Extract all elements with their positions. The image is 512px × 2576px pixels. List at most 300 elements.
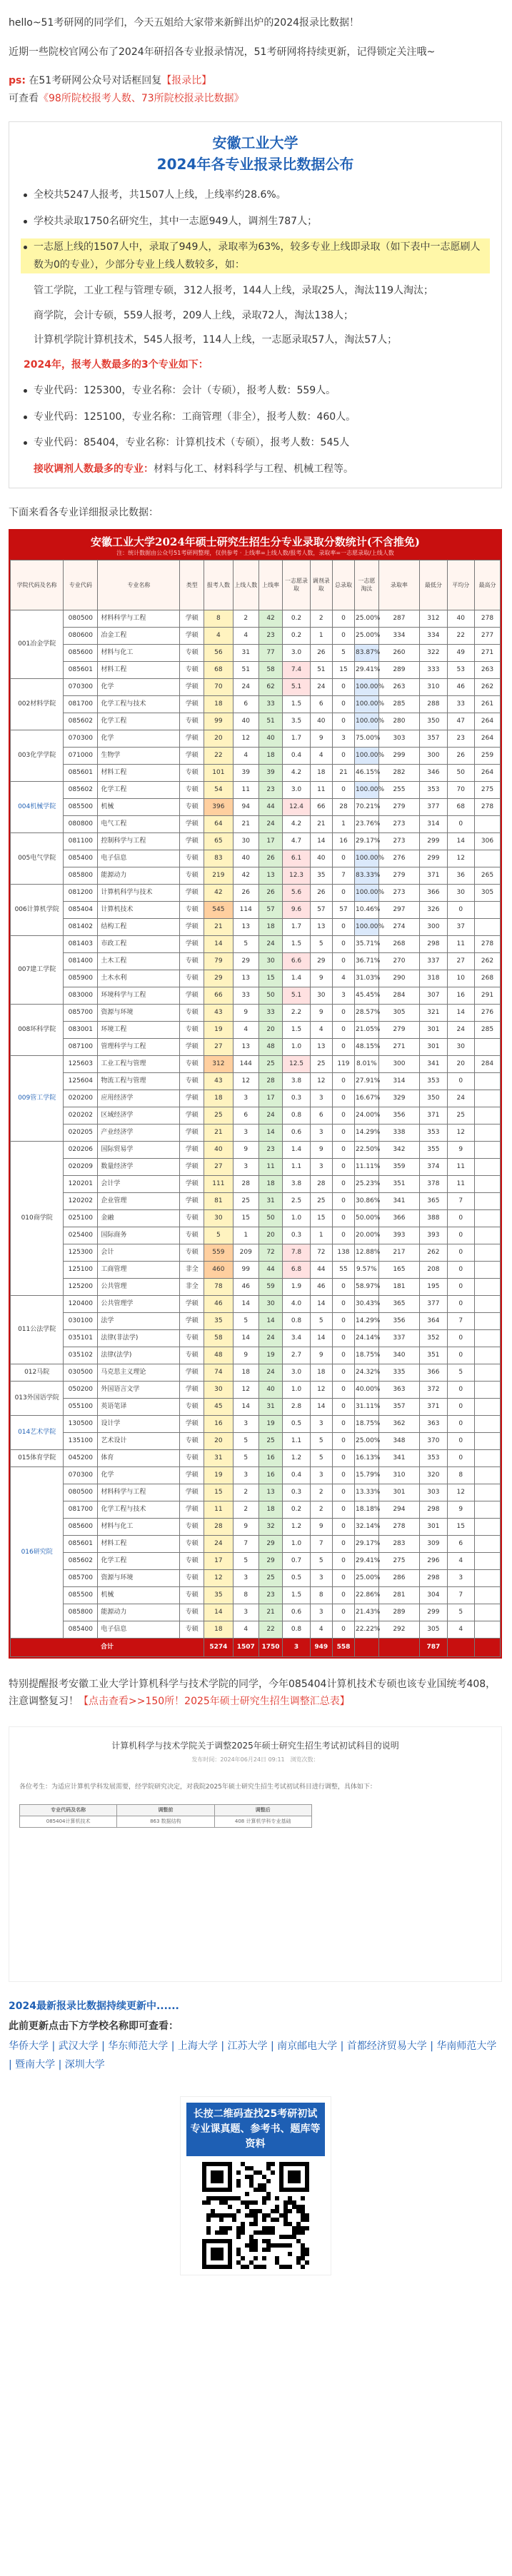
value-cell: 208 — [420, 1261, 447, 1278]
value-cell: 3 — [310, 1158, 332, 1175]
value-cell: 8 — [310, 1586, 332, 1604]
value-cell: 20.00% — [355, 1227, 379, 1244]
type-cell: 专硕 — [180, 1329, 204, 1347]
value-cell: 4 — [233, 747, 258, 764]
value-cell: 9 — [310, 1518, 332, 1535]
value-cell: 356 — [378, 1312, 420, 1329]
value-cell: 0 — [332, 1227, 354, 1244]
table-total-row — [11, 1638, 501, 1656]
major-name-cell: 会计 — [98, 1244, 180, 1261]
qr-module — [249, 2200, 254, 2205]
value-cell: 28 — [310, 1175, 332, 1192]
value-cell — [474, 1192, 500, 1209]
table-row — [11, 1535, 501, 1552]
table-row — [11, 1347, 501, 1364]
value-cell: 299 — [420, 1604, 447, 1621]
college-cell: 009管工学院 — [11, 1055, 64, 1141]
value-cell: 365 — [378, 1295, 420, 1312]
value-cell: 35 — [310, 867, 332, 884]
value-cell: 304 — [420, 1586, 447, 1604]
value-cell: 1.4 — [283, 970, 310, 987]
value-cell: 100.00% — [355, 747, 379, 764]
value-cell: 351 — [420, 1347, 447, 1364]
qr-module — [305, 2213, 309, 2218]
qr-module — [262, 2230, 266, 2235]
value-cell: 4 — [233, 627, 258, 644]
major-code-cell: 120202 — [64, 1192, 98, 1209]
value-cell: 144 — [233, 1055, 258, 1072]
value-cell: 0 — [332, 1415, 354, 1432]
value-cell: 18 — [310, 764, 332, 781]
value-cell: 8 — [233, 1586, 258, 1604]
qr-module — [266, 2166, 271, 2170]
type-cell: 学硕 — [180, 1192, 204, 1209]
qr-module — [236, 2170, 241, 2175]
qr-module — [228, 2213, 232, 2218]
major-name-cell: 法律(非法学) — [98, 1329, 180, 1347]
value-cell: 46 — [310, 1278, 332, 1295]
value-cell: 2 — [233, 610, 258, 627]
school-link[interactable]: 华侨大学 — [9, 2040, 49, 2052]
qr-module — [258, 2188, 262, 2192]
value-cell: 351 — [378, 1175, 420, 1192]
value-cell: 94 — [233, 798, 258, 815]
qr-module — [288, 2209, 292, 2213]
value-cell: 6 — [233, 695, 258, 713]
value-cell: 70 — [204, 678, 234, 695]
table-header-2: 专业名称 — [98, 560, 180, 610]
value-cell: 26 — [310, 644, 332, 661]
notice-text: 特别提醒报考安徽工业大学计算机科学与技术学院的同学，今年085404计算机技术专硕也该专业国统考408，注意调整复习！ — [9, 1678, 496, 1707]
value-cell: 58 — [204, 1329, 234, 1347]
value-cell: 16 — [447, 987, 474, 1004]
type-cell: 专硕 — [180, 1621, 204, 1638]
value-cell: 4 — [332, 970, 354, 987]
value-cell: 30 — [447, 1038, 474, 1055]
qr-module — [283, 2213, 288, 2218]
table-header-8: 调剂录取 — [310, 560, 332, 610]
value-cell: 5 — [233, 935, 258, 952]
link-separator: | — [49, 2040, 59, 2052]
type-cell: 学硕 — [180, 1295, 204, 1312]
table-row — [11, 798, 501, 815]
qr-module — [249, 2235, 254, 2239]
value-cell: 364 — [420, 1312, 447, 1329]
type-cell: 专硕 — [180, 901, 204, 918]
value-cell: 289 — [378, 1604, 420, 1621]
value-cell: 305 — [378, 1004, 420, 1021]
intro-ps-line2 — [9, 90, 502, 108]
qr-module — [224, 2200, 228, 2205]
value-cell: 337 — [420, 952, 447, 970]
value-cell: 53 — [447, 661, 474, 678]
table-header-0: 学院代码及名称 — [11, 560, 64, 610]
value-cell: 275 — [474, 781, 500, 798]
ps-line2-link[interactable]: 《98所院校报考人数、73所院校报录比数据》 — [39, 92, 244, 104]
qr-module — [262, 2239, 266, 2243]
qr-module — [236, 2209, 241, 2213]
value-cell: 0 — [332, 1466, 354, 1484]
value-cell: 289 — [378, 661, 420, 678]
major-name-cell: 土木工程 — [98, 952, 180, 970]
qr-card — [180, 2096, 331, 2275]
major-code-cell: 025100 — [64, 1209, 98, 1227]
qr-module — [262, 2213, 266, 2218]
value-cell: 329 — [378, 1090, 420, 1107]
qr-module — [275, 2196, 279, 2200]
value-cell: 262 — [420, 1244, 447, 1261]
table-row — [11, 644, 501, 661]
value-cell: 0 — [332, 1072, 354, 1090]
value-cell: 0.4 — [283, 747, 310, 764]
qr-module — [296, 2205, 301, 2209]
value-cell: 1.5 — [283, 1586, 310, 1604]
value-cell: 11 — [310, 781, 332, 798]
value-cell: 14 — [310, 832, 332, 850]
table-row — [11, 1398, 501, 1415]
value-cell: 0 — [447, 1261, 474, 1278]
value-cell: 217 — [378, 1244, 420, 1261]
value-cell: 165 — [378, 1261, 420, 1278]
value-cell — [474, 1432, 500, 1449]
type-cell: 专硕 — [180, 1586, 204, 1604]
notice-link[interactable]: 【点击查看>>150所！2025年硕士研究生招生调整汇总表】 — [79, 1696, 350, 1707]
table-row — [11, 1364, 501, 1381]
value-cell: 12.5 — [283, 1055, 310, 1072]
value-cell: 27.91% — [355, 1072, 379, 1090]
value-cell: 5 — [447, 1364, 474, 1381]
major-name-cell: 化学 — [98, 1466, 180, 1484]
type-cell: 学硕 — [180, 1090, 204, 1107]
value-cell: 23 — [258, 627, 283, 644]
qr-module — [262, 2200, 266, 2205]
qr-module — [254, 2222, 258, 2226]
value-cell: 7.8 — [283, 1244, 310, 1261]
major-name-cell: 设计学 — [98, 1415, 180, 1432]
school-link[interactable]: 深圳大学 — [64, 2059, 105, 2071]
qr-module — [245, 2205, 249, 2209]
value-cell: 2 — [233, 1484, 258, 1501]
total-value — [355, 1638, 379, 1656]
qr-module — [215, 2213, 219, 2218]
ps-label: ps: — [9, 75, 26, 86]
qr-module — [292, 2226, 296, 2230]
qr-module — [206, 2230, 211, 2235]
major-code-cell: 030500 — [64, 1364, 98, 1381]
value-cell: 83.33% — [355, 867, 379, 884]
value-cell: 40 — [310, 850, 332, 867]
table-row — [11, 1004, 501, 1021]
value-cell: 259 — [474, 747, 500, 764]
value-cell: 15 — [204, 1484, 234, 1501]
value-cell: 12.88% — [355, 1244, 379, 1261]
table-row — [11, 1055, 501, 1072]
value-cell: 72 — [258, 1244, 283, 1261]
value-cell: 9 — [233, 1347, 258, 1364]
link-separator: | — [98, 2040, 109, 2052]
value-cell: 6 — [310, 1107, 332, 1124]
major-name-cell: 物流工程与管理 — [98, 1072, 180, 1090]
major-code-cell: 085601 — [64, 764, 98, 781]
value-cell: 0 — [332, 1449, 354, 1466]
value-cell: 341 — [378, 1192, 420, 1209]
type-cell: 学硕 — [180, 1038, 204, 1055]
value-cell: 111 — [204, 1175, 234, 1192]
value-cell: 0 — [332, 918, 354, 935]
value-cell: 24 — [258, 1107, 283, 1124]
value-cell: 30 — [310, 987, 332, 1004]
value-cell: 19 — [204, 1021, 234, 1038]
value-cell: 318 — [420, 970, 447, 987]
value-cell: 7 — [332, 867, 354, 884]
type-cell: 专硕 — [180, 644, 204, 661]
value-cell: 299 — [378, 747, 420, 764]
value-cell: 18 — [233, 1364, 258, 1381]
qr-module — [271, 2226, 275, 2230]
qr-module — [296, 2222, 301, 2226]
type-cell: 学硕 — [180, 1175, 204, 1192]
value-cell: 14 — [258, 1124, 283, 1141]
value-cell: 0 — [332, 1347, 354, 1364]
value-cell: 3 — [310, 1124, 332, 1141]
value-cell: 270 — [378, 952, 420, 970]
value-cell: 13 — [258, 1484, 283, 1501]
qr-module — [301, 2230, 305, 2235]
major-name-cell: 化学 — [98, 730, 180, 747]
value-cell: 285 — [474, 1021, 500, 1038]
summary-bullet-3: 一志愿上线的1507人中，录取了949人，录取率为63%，较多专业上线即录取（如下表中一志愿刷人数为0的专业），少部分专业上线人数较多，如： — [21, 238, 490, 273]
table-header-14: 最高分 — [474, 560, 500, 610]
type-cell: 学硕 — [180, 747, 204, 764]
value-cell: 5 — [233, 1449, 258, 1466]
link-separator: | — [426, 2040, 437, 2052]
value-cell: 393 — [420, 1227, 447, 1244]
type-cell: 专硕 — [180, 1244, 204, 1261]
value-cell: 100.00% — [355, 918, 379, 935]
major-name-cell: 结构工程 — [98, 918, 180, 935]
major-code-cell: 125300 — [64, 1244, 98, 1261]
value-cell: 29 — [258, 1535, 283, 1552]
value-cell: 58 — [258, 661, 283, 678]
table-row — [11, 1124, 501, 1141]
value-cell: 7 — [310, 1535, 332, 1552]
major-code-cell: 080500 — [64, 1484, 98, 1501]
college-cell: 006计算机学院 — [11, 884, 64, 935]
qr-module — [296, 2209, 301, 2213]
value-cell: 0.8 — [283, 1621, 310, 1638]
value-cell: 3 — [310, 1415, 332, 1432]
major-name-cell: 环境工程 — [98, 1021, 180, 1038]
value-cell: 26 — [258, 884, 283, 901]
college-cell: 016研究院 — [11, 1466, 64, 1638]
qr-module — [266, 2196, 271, 2200]
value-cell: 17 — [258, 1090, 283, 1107]
value-cell: 55 — [332, 1261, 354, 1278]
qr-module — [301, 2196, 305, 2200]
value-cell: 25 — [310, 1192, 332, 1209]
value-cell: 255 — [378, 781, 420, 798]
value-cell: 366 — [378, 1209, 420, 1227]
school-link[interactable]: 上海大学 — [177, 2040, 218, 2052]
value-cell — [474, 1415, 500, 1432]
value-cell: 17 — [204, 1552, 234, 1569]
qr-module — [219, 2230, 224, 2235]
major-code-cell: 085602 — [64, 713, 98, 730]
major-name-cell: 产业经济学 — [98, 1124, 180, 1141]
value-cell — [474, 1604, 500, 1621]
table-row — [11, 713, 501, 730]
value-cell: 78 — [204, 1278, 234, 1295]
value-cell — [474, 1141, 500, 1158]
type-cell: 学硕 — [180, 1364, 204, 1381]
school-link[interactable]: 华南师范大学 — [436, 2040, 497, 2052]
value-cell: 30.86% — [355, 1192, 379, 1209]
value-cell: 43 — [204, 1004, 234, 1021]
value-cell: 9 — [310, 1004, 332, 1021]
table-row — [11, 1552, 501, 1569]
major-code-cell: 080500 — [64, 610, 98, 627]
value-cell: 35 — [204, 1586, 234, 1604]
college-cell: 003化学学院 — [11, 730, 64, 781]
value-cell: 100.00% — [355, 695, 379, 713]
value-cell: 374 — [420, 1158, 447, 1175]
qr-module — [254, 2256, 258, 2260]
value-cell: 559 — [204, 1244, 234, 1261]
value-cell: 0 — [332, 1398, 354, 1415]
value-cell: 0 — [447, 1278, 474, 1295]
value-cell: 1.0 — [283, 1038, 310, 1055]
value-cell: 12 — [233, 1072, 258, 1090]
qr-module — [245, 2166, 249, 2170]
school-link[interactable]: 南京邮电大学 — [277, 2040, 338, 2052]
notice — [9, 1676, 502, 1711]
qr-module — [245, 2213, 249, 2218]
value-cell: 321 — [420, 1004, 447, 1021]
link-separator: | — [9, 2059, 16, 2071]
value-cell: 0 — [447, 1227, 474, 1244]
qr-module — [232, 2213, 236, 2218]
link-separator: | — [337, 2040, 347, 2052]
qr-module — [254, 2239, 258, 2243]
value-cell: 12.3 — [283, 867, 310, 884]
value-cell: 0 — [332, 884, 354, 901]
value-cell: 0 — [332, 678, 354, 695]
value-cell: 18 — [204, 1621, 234, 1638]
college-cell: 011公法学院 — [11, 1295, 64, 1364]
major-name-cell: 国际商务 — [98, 1227, 180, 1244]
link-separator: | — [55, 2059, 65, 2071]
value-cell: 48.15% — [355, 1038, 379, 1055]
value-cell: 271 — [474, 644, 500, 661]
value-cell: 2.7 — [283, 1347, 310, 1364]
value-cell: 28 — [258, 1072, 283, 1090]
major-name-cell: 环境科学与工程 — [98, 987, 180, 1004]
ps-keyword[interactable]: 【报录比】 — [161, 75, 212, 86]
school-link[interactable]: 暨南大学 — [15, 2059, 56, 2071]
value-cell: 276 — [474, 1004, 500, 1021]
school-link[interactable]: 首都经济贸易大学 — [346, 2040, 427, 2052]
value-cell: 29.41% — [355, 661, 379, 678]
value-cell: 20 — [204, 730, 234, 747]
value-cell — [474, 1484, 500, 1501]
type-cell: 学硕 — [180, 1415, 204, 1432]
qr-code-icon[interactable] — [202, 2162, 309, 2269]
value-cell: 42 — [204, 884, 234, 901]
value-cell: 3 — [310, 1569, 332, 1586]
type-cell: 学硕 — [180, 935, 204, 952]
value-cell: 40 — [258, 730, 283, 747]
qr-module — [275, 2218, 279, 2222]
value-cell: 2 — [310, 1484, 332, 1501]
school-link[interactable]: 武汉大学 — [58, 2040, 99, 2052]
value-cell: 300 — [420, 747, 447, 764]
table-row — [11, 1586, 501, 1604]
qr-module — [236, 2260, 241, 2265]
major-code-cell: 120201 — [64, 1175, 98, 1192]
value-cell: 29 — [310, 952, 332, 970]
qr-module — [301, 2226, 305, 2230]
value-cell: 0 — [447, 1398, 474, 1415]
table-row — [11, 1175, 501, 1192]
value-cell — [474, 1398, 500, 1415]
value-cell: 278 — [474, 610, 500, 627]
qr-module — [224, 2226, 228, 2230]
value-cell: 4 — [204, 627, 234, 644]
value-cell: 45 — [204, 1398, 234, 1415]
value-cell: 68 — [204, 661, 234, 678]
major-code-cell: 020205 — [64, 1124, 98, 1141]
type-cell: 学硕 — [180, 1124, 204, 1141]
link-separator: | — [217, 2040, 228, 2052]
major-name-cell: 化学工程与技术 — [98, 695, 180, 713]
value-cell: 209 — [233, 1244, 258, 1261]
type-cell: 学硕 — [180, 1466, 204, 1484]
qr-module — [288, 2196, 292, 2200]
qr-module — [283, 2243, 288, 2248]
value-cell: 1.5 — [283, 695, 310, 713]
value-cell: 24 — [447, 1021, 474, 1038]
value-cell: 15 — [310, 1209, 332, 1227]
value-cell: 33 — [258, 695, 283, 713]
qr-module — [262, 2256, 266, 2260]
major-name-cell: 金融 — [98, 1209, 180, 1227]
value-cell: 357 — [420, 730, 447, 747]
major-name-cell: 区域经济学 — [98, 1107, 180, 1124]
major-code-cell: 085700 — [64, 1004, 98, 1021]
qr-module — [296, 2256, 301, 2260]
qr-module — [249, 2213, 254, 2218]
qr-module — [219, 2196, 224, 2200]
value-cell: 1.9 — [283, 1278, 310, 1295]
value-cell — [474, 1552, 500, 1569]
qr-module — [241, 2265, 245, 2269]
value-cell: 0 — [332, 1021, 354, 1038]
value-cell: 334 — [420, 627, 447, 644]
major-code-cell: 085800 — [64, 1604, 98, 1621]
table-row — [11, 1501, 501, 1518]
qr-module — [258, 2265, 262, 2269]
school-link[interactable]: 江苏大学 — [227, 2040, 268, 2052]
value-cell: 24.14% — [355, 1329, 379, 1347]
value-cell — [474, 1295, 500, 1312]
value-cell: 320 — [420, 1466, 447, 1484]
qr-module — [211, 2196, 215, 2200]
value-cell: 12 — [310, 1072, 332, 1090]
value-cell: 0 — [447, 1209, 474, 1227]
school-link[interactable]: 华东师范大学 — [108, 2040, 169, 2052]
college-cell: 001冶金学院 — [11, 610, 64, 678]
value-cell: 460 — [204, 1261, 234, 1278]
